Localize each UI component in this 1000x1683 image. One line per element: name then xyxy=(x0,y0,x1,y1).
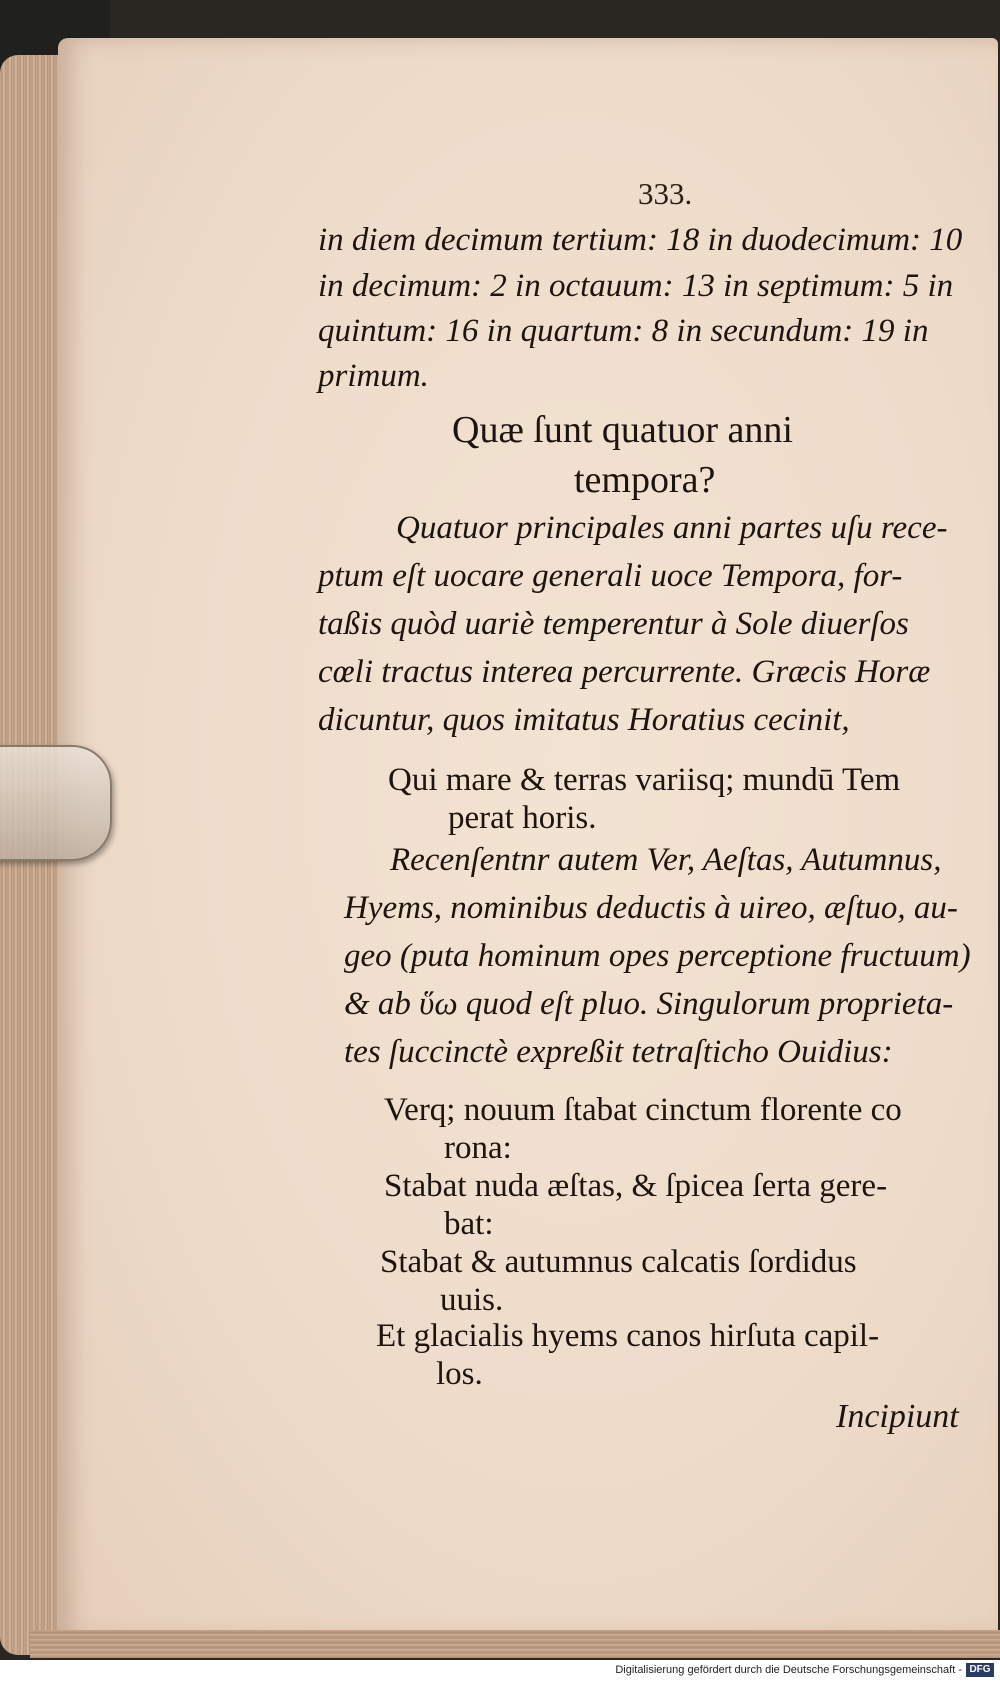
text-line: dicuntur, quos imitatus Horatius cecinit, xyxy=(318,702,850,738)
section-heading: tempora? xyxy=(574,459,716,501)
verse-line: Et glacialis hyems canos hirſuta capil- xyxy=(376,1318,880,1354)
verse-line: los. xyxy=(436,1356,483,1392)
bottom-page-edges xyxy=(30,1630,1000,1658)
verse-line: perat horis. xyxy=(448,800,597,836)
verse-line: Stabat nuda æſtas, & ſpicea ſerta gere- xyxy=(384,1168,888,1204)
digitization-credit: Digitalisierung gefördert durch die Deutsche Forschungsgemeinschaft - xyxy=(615,1664,962,1676)
catchword: Incipiunt xyxy=(836,1398,959,1435)
verse-line: Verq; nouum ſtabat cinctum florente co xyxy=(384,1092,902,1128)
text-line: quintum: 16 in quartum: 8 in secundum: 19 in xyxy=(318,313,929,349)
text-line: & ab ὕω quod eſt pluo. Singulorum proprieta- xyxy=(344,986,954,1022)
section-heading: Quæ ſunt quatuor anni xyxy=(452,409,793,451)
verse-line: rona: xyxy=(444,1130,512,1166)
page-number: 333. xyxy=(638,176,693,211)
verse-line: bat: xyxy=(444,1206,494,1242)
text-line: in diem decimum tertium: 18 in duodecimum: 10 xyxy=(318,222,963,258)
text-line: in decimum: 2 in octauum: 13 in septimum: 5 in xyxy=(318,268,954,304)
text-line: Quatuor principales anni partes uſu rece- xyxy=(396,510,948,546)
text-line: ptum eſt uocare generali uoce Tempora, for- xyxy=(318,558,903,594)
text-line: cœli tractus interea percurrente. Græcis Horæ xyxy=(318,654,931,690)
text-line: taßis quòd uariè temperentur à Sole diuerſos xyxy=(318,606,909,642)
verse-line: Stabat & autumnus calcatis ſordidus xyxy=(380,1244,857,1280)
text-line: geo (puta hominum opes perceptione fructuum) xyxy=(344,938,971,974)
text-line: Recenſentnr autem Ver, Aeſtas, Autumnus, xyxy=(390,842,942,878)
text-line: tes ſuccinctè expreßit tetraſticho Ouidius: xyxy=(344,1034,893,1070)
verse-line: uuis. xyxy=(440,1282,504,1318)
book-clip xyxy=(0,745,112,861)
text-line: Hyems, nominibus deductis à uireo, æſtuo, au- xyxy=(344,890,958,926)
verse-line: Qui mare & terras variisq; mundū Tem xyxy=(388,762,901,798)
dfg-logo: DFG xyxy=(966,1663,994,1677)
text-line: primum. xyxy=(318,358,429,394)
